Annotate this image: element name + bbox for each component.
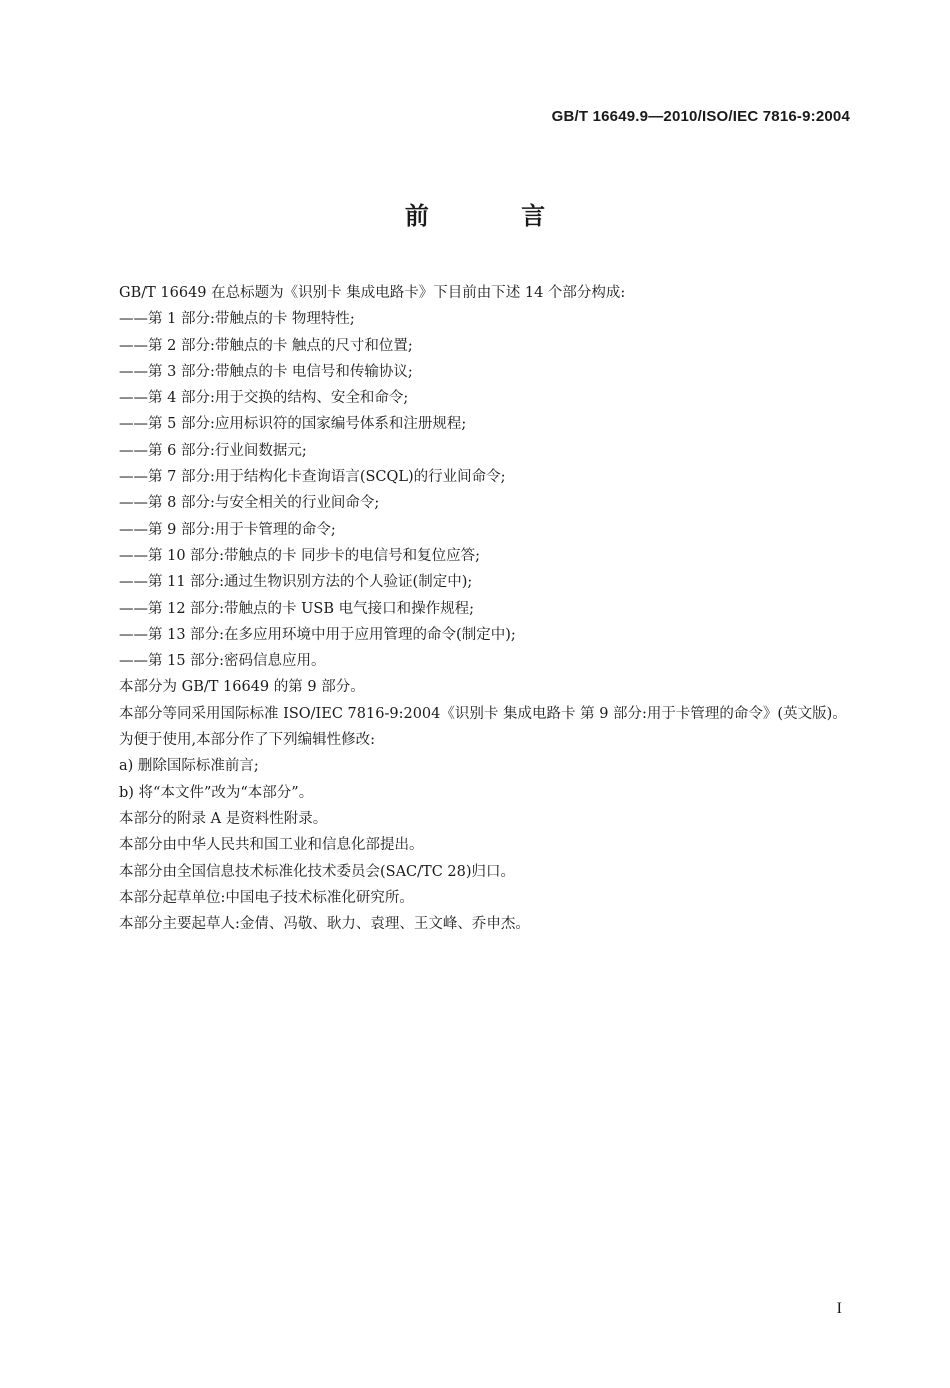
page-number: I xyxy=(836,1300,842,1317)
part-list-item: ——第 2 部分:带触点的卡 触点的尺寸和位置; xyxy=(119,337,413,354)
part-list-item: ——第 3 部分:带触点的卡 电信号和传输协议; xyxy=(119,363,413,380)
part-list-item: ——第 15 部分:密码信息应用。 xyxy=(119,653,326,670)
part-list-item: ——第 4 部分:用于交换的结构、安全和命令; xyxy=(119,390,409,407)
part-list-item: ——第 5 部分:应用标识符的国家编号体系和注册规程; xyxy=(119,416,467,433)
edit-list-item: b) 将“本文件”改为“本部分”。 xyxy=(119,784,314,801)
adoption-paragraph: 本部分等同采用国际标准 ISO/IEC 7816-9:2004《识别卡 集成电路卡 第 9 部分:用于卡管理的命令》(英文版)。 xyxy=(119,705,847,722)
part-list-item: ——第 10 部分:带触点的卡 同步卡的电信号和复位应答; xyxy=(119,547,481,564)
committee-paragraph: 本部分由全国信息技术标准化技术委员会(SAC/TC 28)归口。 xyxy=(119,863,516,880)
annex-paragraph: 本部分的附录 A 是资料性附录。 xyxy=(119,810,328,827)
proposer-paragraph: 本部分由中华人民共和国工业和信息化部提出。 xyxy=(119,837,424,854)
part-list-item: ——第 11 部分:通过生物识别方法的个人验证(制定中); xyxy=(119,574,473,591)
part-list-item: ——第 13 部分:在多应用环境中用于应用管理的命令(制定中); xyxy=(119,626,516,643)
intro-paragraph: GB/T 16649 在总标题为《识别卡 集成电路卡》下目前由下述 14 个部分构成: xyxy=(119,285,626,301)
standard-number: GB/T 16649.9—2010/ISO/IEC 7816-9:2004 xyxy=(551,108,850,125)
part-list-item: ——第 6 部分:行业间数据元; xyxy=(119,442,307,459)
edit-list-item: a) 删除国际标准前言; xyxy=(119,758,259,775)
part-list-item: ——第 12 部分:带触点的卡 USB 电气接口和操作规程; xyxy=(119,600,474,617)
drafting-unit-paragraph: 本部分起草单位:中国电子技术标准化研究所。 xyxy=(119,889,414,906)
edits-intro-paragraph: 为便于使用,本部分作了下列编辑性修改: xyxy=(119,732,375,749)
this-part-paragraph: 本部分为 GB/T 16649 的第 9 部分。 xyxy=(119,679,365,696)
part-list-item: ——第 7 部分:用于结构化卡查询语言(SCQL)的行业间命令; xyxy=(119,469,506,486)
drafters-paragraph: 本部分主要起草人:金倩、冯敬、耿力、袁理、王文峰、乔申杰。 xyxy=(119,916,530,933)
foreword-body xyxy=(88,280,858,937)
part-list-item: ——第 1 部分:带触点的卡 物理特性; xyxy=(119,311,355,328)
part-list-item: ——第 9 部分:用于卡管理的命令; xyxy=(119,521,336,538)
page-title: 前 言 xyxy=(404,202,588,230)
part-list-item: ——第 8 部分:与安全相关的行业间命令; xyxy=(119,495,380,512)
